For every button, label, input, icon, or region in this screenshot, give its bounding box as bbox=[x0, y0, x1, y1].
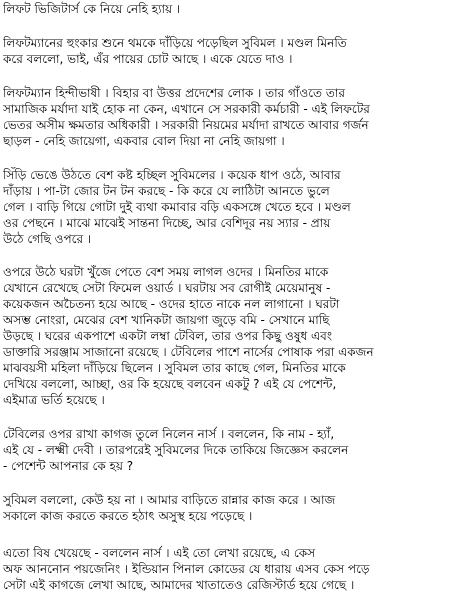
text-line: কয়েকজন অচৈতন্য হয়ে আছে - ওদের হাতে নাকে নল লাগানো । ঘরটা bbox=[3, 297, 340, 311]
text-line: দাঁড়ায় । পা-টা জোর টন টন করছে - কি করে যে লাঠিটা আনতে ভুলে bbox=[3, 184, 330, 198]
text-line: এইমাত্র ভর্তি হয়েছে । bbox=[3, 393, 105, 407]
text-line: দেখিয়ে বললো, আচ্ছা, ওর কি হয়েছে বলবেন একটু ? এই যে পেশেন্ট, bbox=[3, 377, 337, 391]
text-line: লিফট ভিজিটার্স কে নিয়ে নেহি হ্যায় । bbox=[3, 2, 181, 16]
text-line: অসম্ভ নোংরা, মেঝের বেশ খানিকটা জায়গা জুড়ে বমি - সেখানে মাছি bbox=[3, 313, 330, 327]
text-line: সকালে কাজ করতে করতে হঠাৎ অসুস্থ হয়ে পড়েছে । bbox=[3, 509, 253, 523]
text-line: ডাক্তারি সরঞ্জাম সাজানো রয়েছে । টেবিলের পাশে নার্সের পোষাক পরা একজন bbox=[3, 345, 374, 359]
text-line: সামাজিক মর্যাদা যাই হোক না কেন, এখানে সে সরকারী কর্মচারী - এই লিফটের bbox=[3, 102, 370, 116]
paragraph-1 bbox=[3, 1, 455, 17]
text-line: এই যে - লক্ষ্মী দেবী । তারপরেই সুবিমলের দিকে তাকিয়ে জিজ্ঞেস করলেন bbox=[3, 443, 349, 457]
text-line: উড়ছে । ঘরের একপাশে একটা লম্বা টেবিল, তার ওপর কিছু ওষুধ এবং bbox=[3, 329, 332, 343]
paragraph-3 bbox=[3, 85, 455, 149]
paragraph-4 bbox=[3, 167, 455, 247]
text-line: সেটা এই কাগজে লেখা আছে, আমাদের খাতাতেও রেজিস্টার্ড হয়ে গেছে । bbox=[3, 578, 355, 592]
text-line: - পেশেন্ট আপনার কে হয় ? bbox=[3, 459, 134, 473]
text-line: অফ আননোন পয়জেনিং । ইন্ডিয়ান পিনাল কোডের যে ধারায় এসব কেস পড়ে bbox=[3, 562, 370, 576]
text-line: লিফটম্যানের হুংকার শুনে থমকে দাঁড়িয়ে পড়েছিল সুবিমল । মণ্ডল মিনতি bbox=[3, 36, 347, 50]
paragraph-5 bbox=[3, 264, 455, 408]
text-line: যেখানে রেখেছে সেটা ফিমেল ওয়ার্ড । ঘরটায় সব রোগীই মেয়েমানুষ - bbox=[3, 281, 331, 295]
text-line: টেবিলের ওপর রাখা কাগজ তুলে নিলেন নার্স । বললেন, কি নাম - হ্যাঁ, bbox=[3, 427, 335, 441]
text-line: উঠে গেছি ওপরে । bbox=[3, 232, 92, 246]
paragraph-7 bbox=[3, 492, 455, 524]
text-line: ভেতর অসীম ক্ষমতার অধিকারী । সরকারী নিয়মের মর্যাদা রাখতে আবার গর্জন bbox=[3, 118, 369, 132]
text-line: লিফটম্যান হিন্দীভাষী । বিহার বা উত্তর প্রদেশের লোক । তার গাঁওতে তার bbox=[3, 86, 345, 100]
text-line: ছাড়ল - নেহি জায়েগা, একবার বোল দিয়া না নেহি জায়গা । bbox=[3, 134, 285, 148]
paragraph-6 bbox=[3, 426, 455, 474]
text-line: সিঁড়ি ভেঙে উঠতে বেশ কষ্ট হচ্ছিল সুবিমলের । কয়েক ধাপ ওঠে, আবার bbox=[3, 168, 341, 182]
text-line: ওপরে উঠে ঘরটা খুঁজে পেতে বেশ সময় লাগল ওদের । মিনতির মাকে bbox=[3, 265, 329, 279]
paragraph-8 bbox=[3, 545, 455, 593]
paragraph-2 bbox=[3, 35, 455, 67]
text-line: এতো বিষ খেয়েছে - বললেন নার্স । এই তো লেখা রয়েছে, এ কেস bbox=[3, 546, 316, 560]
text-line: ওর পেছনে । মাঝে মাঝেই সান্তনা দিচ্ছে, আর বেশিদূর নয় স্যার - প্রায় bbox=[3, 216, 331, 230]
text-line: গেল । বাড়ি গিয়ে গোটা দুই ব্যথা কমাবার বড়ি একসঙ্গে খেতে হবে । মণ্ডল bbox=[3, 200, 351, 214]
text-line: করে বললো, ভাই, এঁর পায়ের চোট আছে । একে যেতে দাও । bbox=[3, 52, 293, 66]
text-line: সুবিমল বললো, কেউ হয় না । আমার বাড়িতে রান্নার কাজ করে । আজ bbox=[3, 493, 336, 507]
text-line: মাঝবয়সী মহিলা দাঁড়িয়ে ছিলেন । সুবিমল তার কাছে গেল, মিনতির মাকে bbox=[3, 361, 346, 375]
